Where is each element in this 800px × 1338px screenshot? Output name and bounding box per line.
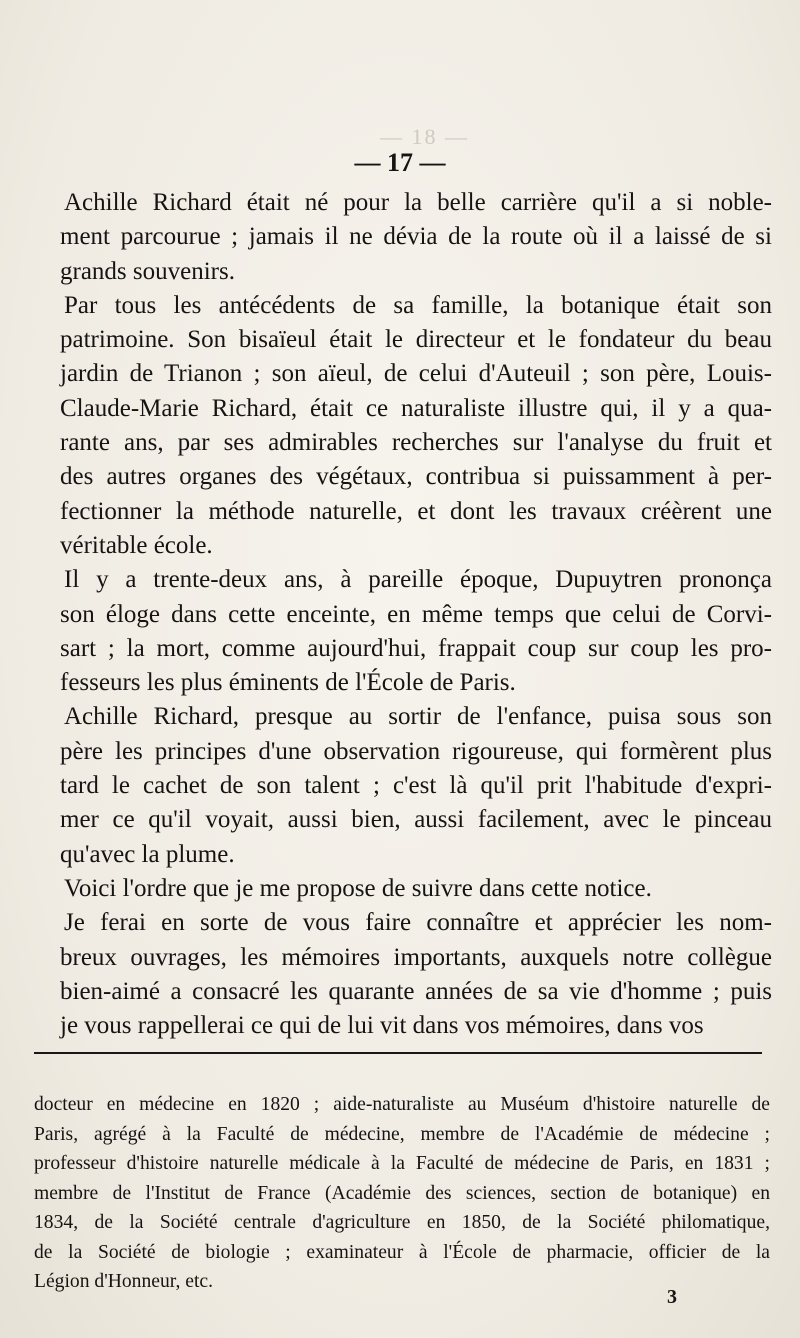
footnote-line: Légion d'Honneur, etc.	[34, 1271, 214, 1292]
text-line: véritable école.	[60, 531, 213, 559]
page-number: — 17 —	[354, 148, 446, 177]
text-line: Il y a trente-deux ans, à pareille époque, Dupuytren prononça	[64, 566, 772, 594]
paragraph	[56, 289, 772, 563]
text-line: qu'avec la plume.	[60, 840, 235, 868]
show-through-page-number: — 18 —	[380, 124, 469, 149]
text-line: jardin de Trianon ; son aïeul, de celui d'Auteuil ; son père, Louis-	[60, 360, 772, 388]
text-line: Claude-Marie Richard, était ce naturaliste illustre qui, il y a qua-	[60, 394, 772, 422]
text-line: père les principes d'une observation rigoureuse, qui formèrent plus	[60, 737, 772, 765]
text-line: patrimoine. Son bisaïeul était le directeur et le fondateur du beau	[60, 326, 772, 354]
text-line: des autres organes des végétaux, contribua si puissamment à per-	[60, 463, 772, 491]
footnote-line: Paris, agrégé à la Faculté de médecine, membre de l'Académie de médecine ;	[34, 1123, 770, 1145]
paragraph	[56, 906, 772, 1043]
footnote-line: professeur d'histoire naturelle médicale à la Faculté de médecine de Paris, en 1831 ;	[34, 1153, 770, 1174]
text-line: tard le cachet de son talent ; c'est là qu'il prit l'habitude d'expri-	[60, 772, 772, 800]
text-line: bien-aimé a consacré les quarante années de sa vie d'homme ; puis	[60, 977, 772, 1005]
footnote-line: membre de l'Institut de France (Académie des sciences, section de botanique) en	[34, 1182, 770, 1204]
text-line: sart ; la mort, comme aujourd'hui, frappait coup sur coup les pro-	[60, 634, 772, 662]
text-line: son éloge dans cette enceinte, en même temps que celui de Corvi-	[60, 600, 772, 628]
text-line: Voici l'ordre que je me propose de suivre dans cette notice.	[64, 874, 652, 902]
footnote-line: docteur en médecine en 1820 ; aide-naturaliste au Muséum d'histoire naturelle de	[34, 1094, 770, 1115]
text-line: je vous rappellerai ce qui de lui vit dans vos mémoires, dans vos	[60, 1012, 704, 1040]
paragraph	[56, 563, 772, 700]
paragraph	[56, 872, 772, 906]
text-line: ment parcourue ; jamais il ne dévia de la route où il a laissé de si	[60, 223, 772, 251]
footnote-line: 1834, de la Société centrale d'agriculture en 1850, de la Société philomatique,	[34, 1212, 770, 1233]
paragraph	[56, 700, 772, 871]
text-line: breux ouvrages, les mémoires importants, auxquels notre collègue	[60, 943, 772, 971]
text-line: Achille Richard, presque au sortir de l'enfance, puisa sous son	[64, 703, 772, 731]
paragraph	[56, 186, 772, 289]
text-line: Achille Richard était né pour la belle carrière qu'il a si noble-	[64, 189, 772, 216]
text-line: Par tous les antécédents de sa famille, la botanique était son	[64, 291, 772, 319]
footnote-line: de la Société de biologie ; examinateur à l'École de pharmacie, officier de la	[34, 1241, 770, 1263]
body-text	[56, 186, 772, 1043]
footnote-rule	[34, 1052, 762, 1054]
text-line: Je ferai en sorte de vous faire connaître et apprécier les nom-	[64, 909, 772, 937]
signature-mark: 3	[667, 1286, 677, 1308]
text-line: mer ce qu'il voyait, aussi bien, aussi facilement, avec le pinceau	[60, 806, 772, 834]
text-line: fesseurs les plus éminents de l'École de Paris.	[60, 669, 516, 697]
text-line: grands souvenirs.	[60, 257, 235, 285]
footnote	[34, 1090, 770, 1297]
text-line: fectionner la méthode naturelle, et dont les travaux créèrent une	[60, 497, 772, 525]
text-line: rante ans, par ses admirables recherches sur l'analyse du fruit et	[60, 429, 772, 457]
